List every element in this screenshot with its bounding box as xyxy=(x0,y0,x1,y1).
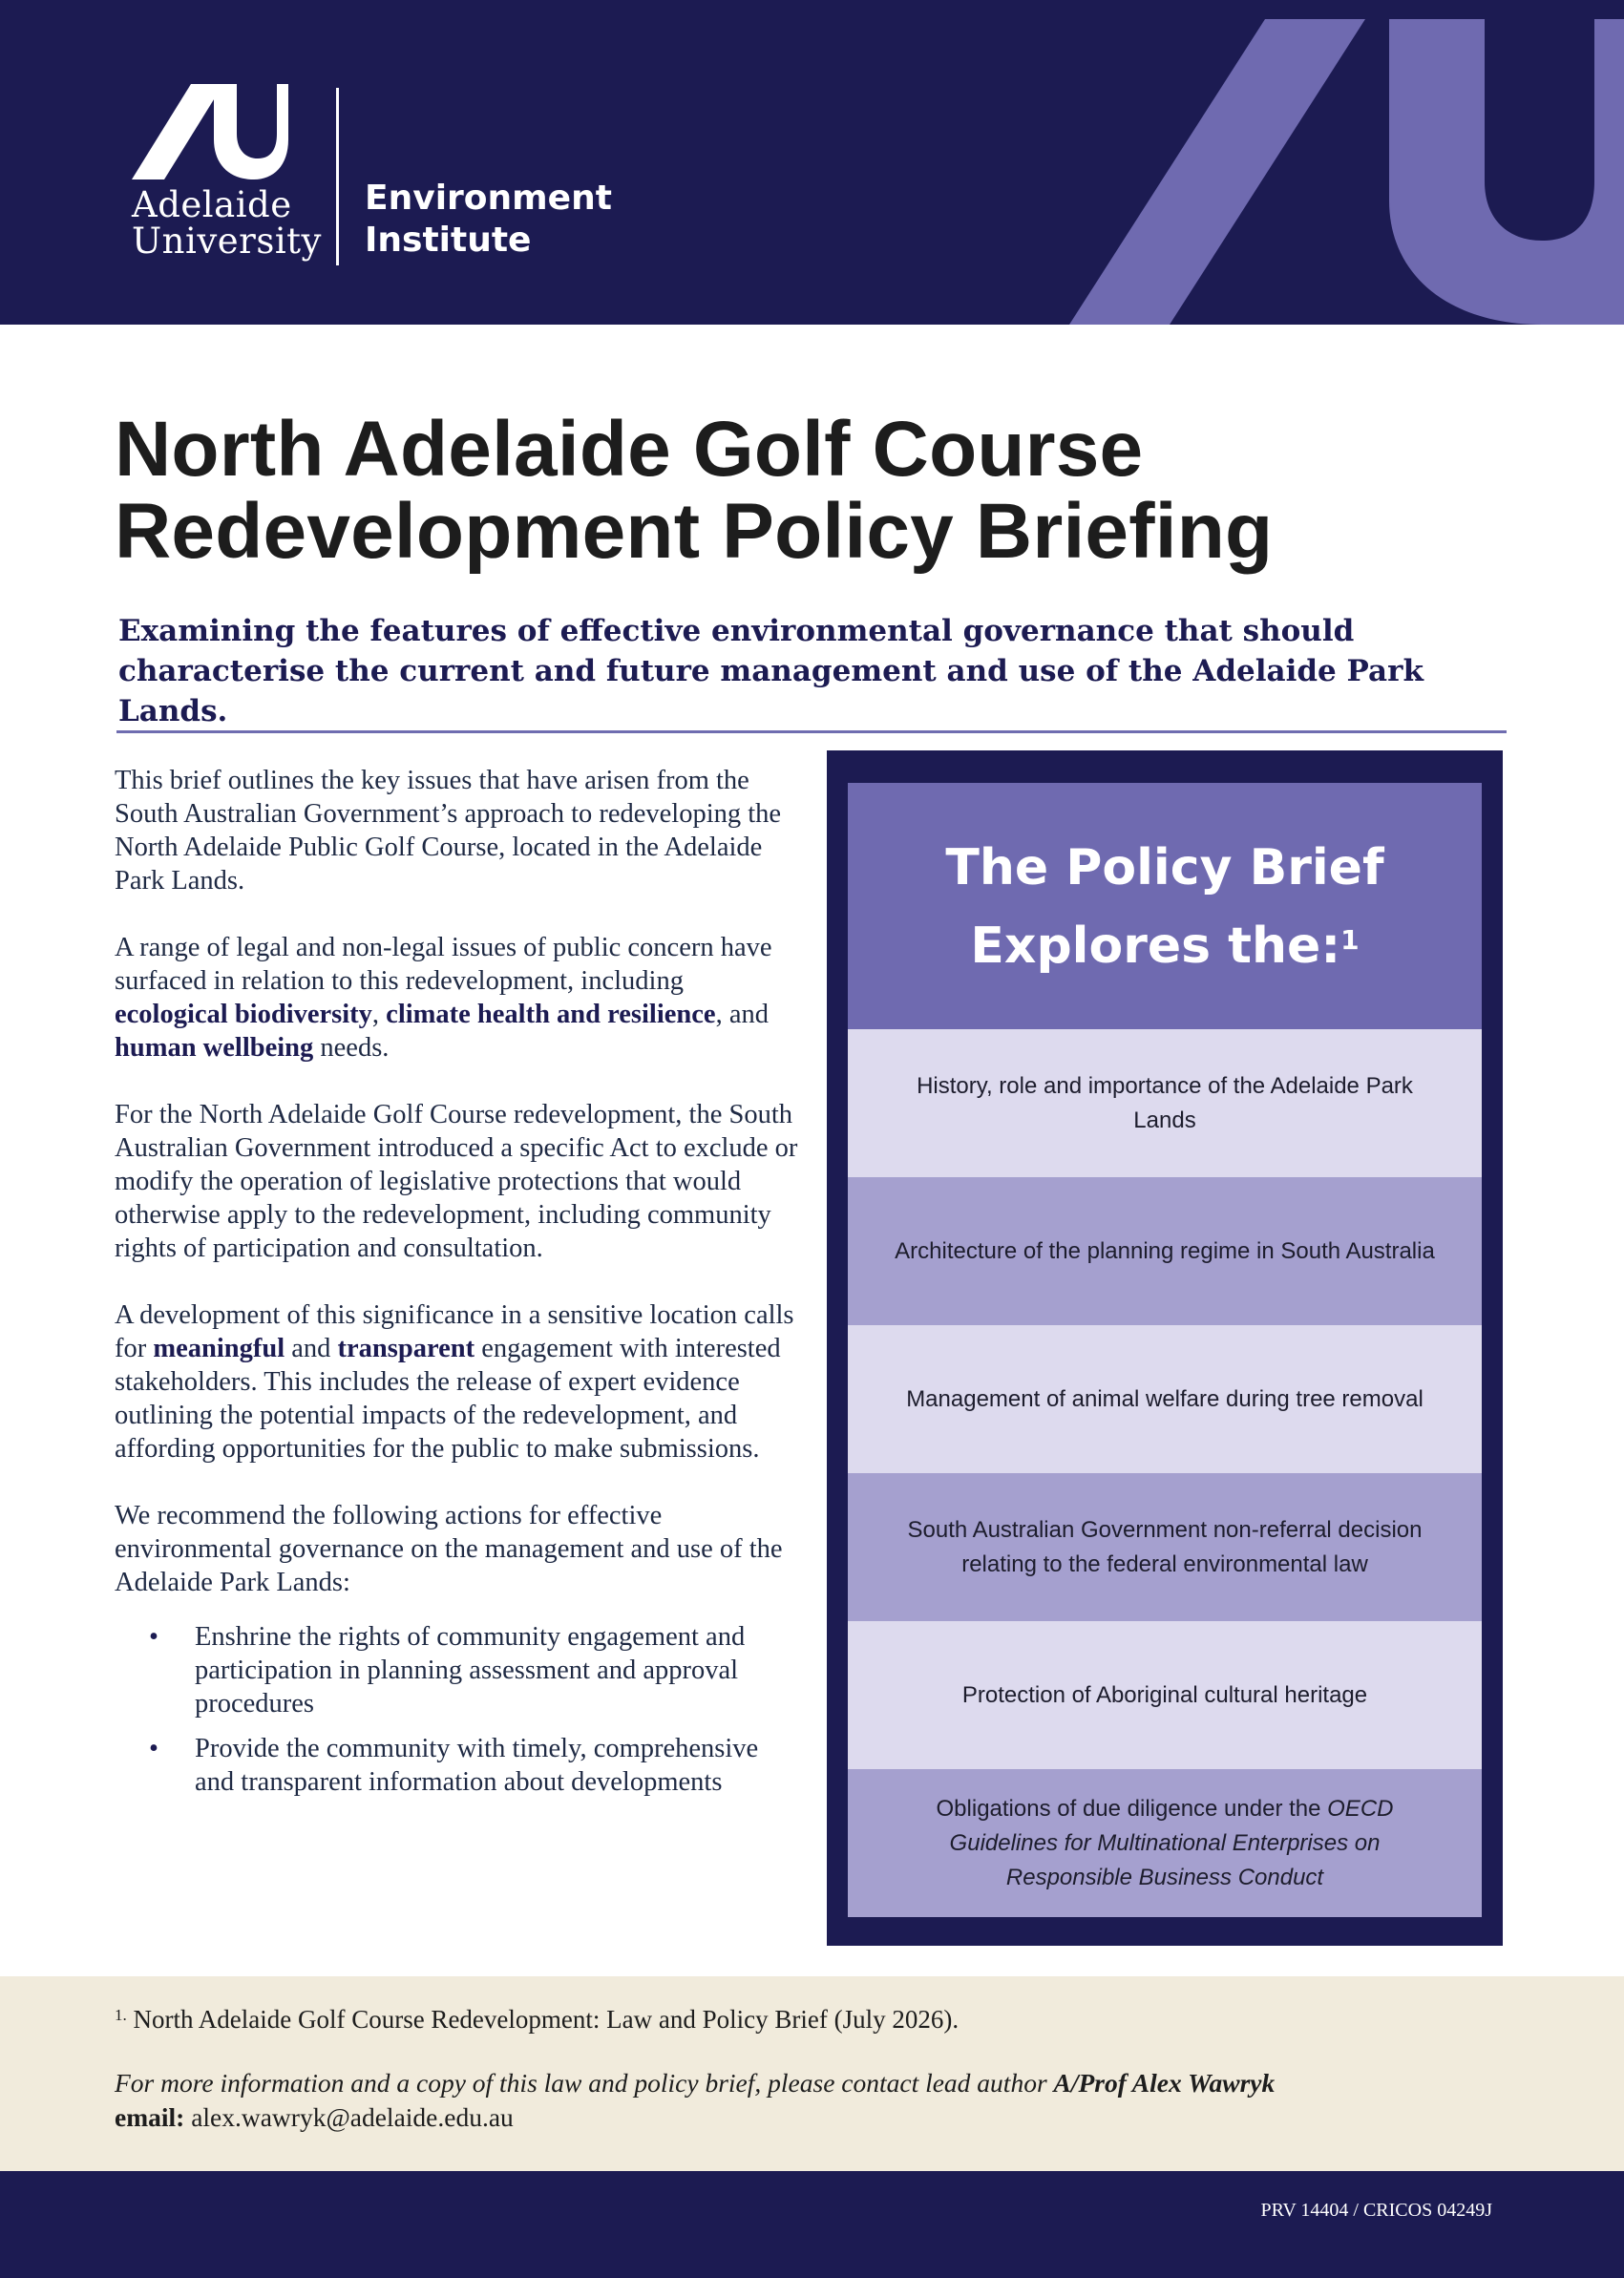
body-paragraph-act: For the North Adelaide Golf Course redevelopment, the South Australian Government introduced a specific Act to exclude or modify the operation of legislative protections that would otherwise apply to the redevelopment, including community rights of participation and consultation. xyxy=(115,1100,798,1263)
panel-item-text: Protection of Aboriginal cultural heritage xyxy=(961,1681,1368,1708)
panel-title-line1: The Policy Brief xyxy=(945,839,1384,896)
text-run: engagement with interested stakeholders. This includes the release of expert evidence outlining the potential impacts of the redevelopment, and affording opportunities for the public to make submissions. xyxy=(115,1334,781,1464)
bullet-icon: • xyxy=(149,1734,158,1763)
list-item xyxy=(115,1732,802,1799)
panel-item-animal-welfare xyxy=(848,1325,1482,1473)
panel-item-history xyxy=(848,1029,1482,1177)
panel-item-oecd xyxy=(848,1769,1482,1917)
panel-title xyxy=(848,829,1482,985)
logo-divider xyxy=(336,88,339,265)
text-run: , xyxy=(371,1000,387,1029)
panel-header xyxy=(848,783,1482,1029)
page-footer xyxy=(0,2171,1624,2278)
institute-name-line2: Institute xyxy=(365,221,532,260)
title-line2: Redevelopment Policy Briefing xyxy=(115,488,1274,575)
text-run: and xyxy=(285,1334,338,1363)
list-item-text: Enshrine the rights of community engagement and participation in planning assessment and approval procedures xyxy=(195,1622,746,1719)
text-run: needs. xyxy=(313,1033,390,1063)
list-item xyxy=(115,1620,802,1720)
university-name xyxy=(132,184,322,262)
footnote-marker: 1 xyxy=(1340,924,1360,956)
document-title xyxy=(115,406,1274,575)
contact-text: For more information and a copy of this law and policy brief, please contact lead author xyxy=(115,2068,1054,2098)
university-monogram-graphic xyxy=(1060,19,1624,325)
body-paragraph-recommend: We recommend the following actions for effective environmental governance on the management and use of the Adelaide Park Lands: xyxy=(115,1501,783,1597)
emphasis-climate: climate health and resilience xyxy=(386,1000,716,1029)
panel-item-non-referral xyxy=(848,1473,1482,1621)
text-run: Obligations of due diligence under the xyxy=(936,1795,1328,1822)
email-link[interactable]: alex.wawryk@adelaide.edu.au xyxy=(191,2102,514,2132)
panel-item-text: History, role and importance of the Adelaide Park Lands xyxy=(917,1072,1413,1133)
university-name-line2: University xyxy=(132,221,322,262)
panel-item-text: South Australian Government non-referral decision relating to the federal environmental law xyxy=(907,1516,1423,1577)
panel-item-heritage xyxy=(848,1621,1482,1769)
body-paragraph-issues xyxy=(115,931,802,1065)
email-line xyxy=(115,2100,1275,2135)
body-text-column xyxy=(115,764,802,1810)
policy-brief-panel xyxy=(827,750,1503,1946)
oecd-guidelines-title: OECD Guidelines for Multinational Enterprises on Responsible Business Conduct xyxy=(949,1795,1394,1890)
list-item-text: Provide the community with timely, comprehensive and transparent information about developments xyxy=(195,1734,759,1797)
panel-item-planning xyxy=(848,1177,1482,1325)
emphasis-biodiversity: ecological biodiversity xyxy=(115,1000,372,1029)
footnote xyxy=(115,2003,959,2035)
document-subtitle: Examining the features of effective environmental governance that should characterise the current and future management and use of the Adelaide Park Lands. xyxy=(118,614,1424,728)
emphasis-meaningful: meaningful xyxy=(153,1334,285,1363)
text-run: A range of legal and non-legal issues of public concern have surfaced in relation to this redevelopment, including xyxy=(115,933,772,996)
section-divider xyxy=(116,730,1507,733)
institute-name-line1: Environment xyxy=(365,179,612,218)
contact-info xyxy=(115,2066,1275,2135)
body-paragraph-intro: This brief outlines the key issues that have arisen from the South Australian Government’s approach to redeveloping the North Adelaide Public Golf Course, located in the Adelaide Park Lands. xyxy=(115,766,782,896)
text-run: A development of this significance in a sensitive location calls for xyxy=(115,1300,794,1363)
text-run: , and xyxy=(715,1000,769,1029)
university-name-line1: Adelaide xyxy=(132,184,292,225)
panel-title-text: Explores the: xyxy=(970,918,1341,975)
emphasis-wellbeing: human wellbeing xyxy=(115,1033,314,1063)
bullet-icon: • xyxy=(149,1622,158,1652)
recommendations-list xyxy=(115,1620,802,1799)
contact-author: A/Prof Alex Wawryk xyxy=(1053,2068,1276,2098)
institute-name xyxy=(365,178,612,262)
provider-code: PRV 14404 / CRICOS 04249J xyxy=(1260,2200,1492,2221)
page-header xyxy=(0,0,1624,325)
body-paragraph-engagement xyxy=(115,1298,802,1466)
footnote-text: North Adelaide Golf Course Redevelopment: Law and Policy Brief (July 2026). xyxy=(133,2005,960,2034)
university-logo-icon xyxy=(132,84,288,179)
title-line1: North Adelaide Golf Course xyxy=(115,406,1144,493)
footnote-marker: 1. xyxy=(115,2006,127,2024)
panel-item-text: Management of animal welfare during tree removal xyxy=(906,1385,1424,1412)
contact-line xyxy=(115,2066,1275,2100)
emphasis-transparent: transparent xyxy=(337,1334,475,1363)
panel-item-text: Architecture of the planning regime in South Australia xyxy=(895,1237,1435,1264)
panel-title-line2 xyxy=(848,907,1482,985)
panel-item-text xyxy=(886,1792,1444,1895)
email-label: email: xyxy=(115,2102,185,2132)
